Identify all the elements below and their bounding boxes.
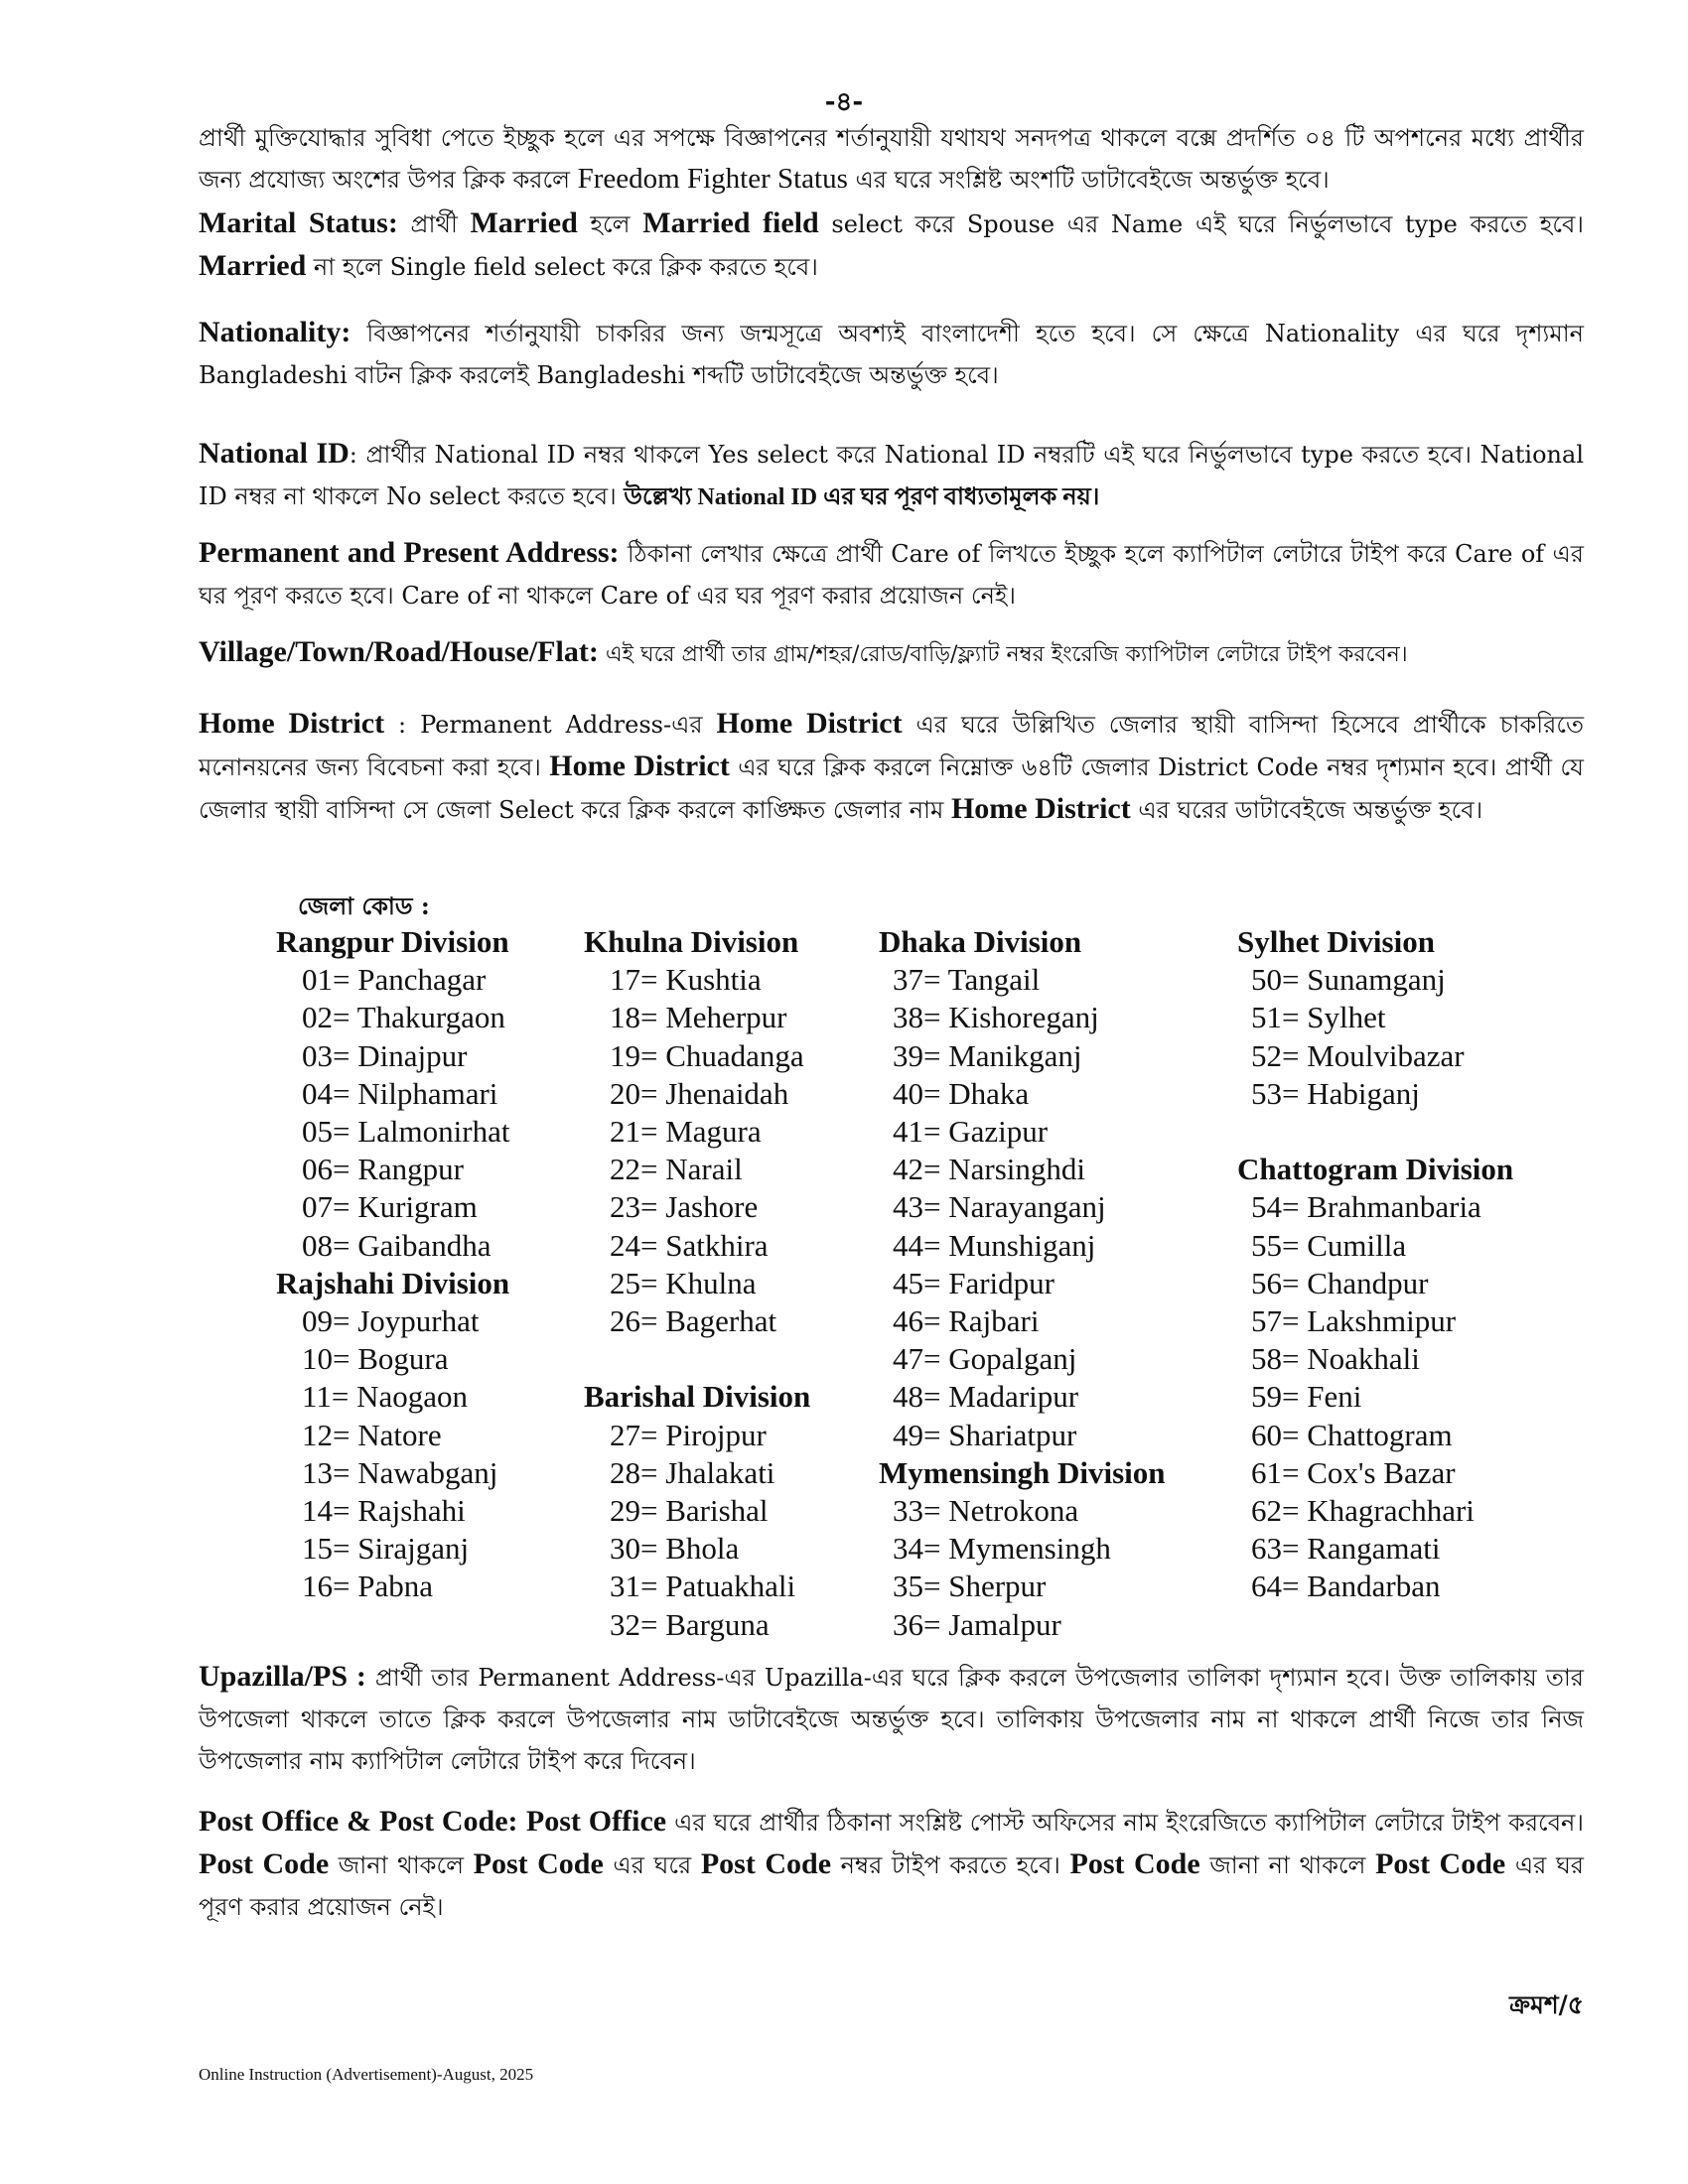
district-item: 08= Gaibandha <box>302 1227 492 1263</box>
district-item: 15= Sirajganj <box>302 1531 470 1567</box>
district-item: 48= Madaripur <box>893 1379 1079 1415</box>
national-id-note: উল্লেখ্য National ID এর ঘর পূরণ বাধ্যতামূলক নয়। <box>624 484 1100 510</box>
post-office-text-4: নম্বর টাইপ করতে হবে। <box>831 1851 1070 1879</box>
ff-text-1: প্রার্থী মুক্তিযোদ্ধার সুবিধা পেতে ইচ্ছুক হলে এর সপক্ষে বিজ্ঞাপনের শর্তানুযায়ী যথাযথ সনদপত্র থাকলে বক্সে প্রদর্শিত ০৪ টি অপশনের মধ্যে প্রার্থীর জন্য প্রযোজ্য অংশের উপর ক্লিক করলে <box>199 124 1584 194</box>
division-heading: Dhaka Division <box>879 924 1082 959</box>
village-paragraph <box>199 631 1584 675</box>
district-item: 09= Joypurhat <box>302 1303 480 1339</box>
post-office-heading: Post Office & Post Code: <box>199 1805 518 1838</box>
address-paragraph <box>199 532 1584 616</box>
marital-status-heading: Marital Status: <box>199 206 398 239</box>
district-item: 10= Bogura <box>302 1341 449 1377</box>
district-item: 56= Chandpur <box>1251 1265 1429 1300</box>
marital-text-1: প্রার্থী <box>397 210 471 238</box>
village-heading: Village/Town/Road/House/Flat: <box>199 635 599 668</box>
district-code-label: জেলা কোড : <box>298 891 430 920</box>
district-item: 17= Kushtia <box>610 962 762 998</box>
national-id-heading: National ID <box>199 437 350 470</box>
district-item: 31= Patuakhali <box>610 1569 796 1604</box>
district-item: 58= Noakhali <box>1251 1341 1420 1377</box>
spacer <box>1237 1113 1513 1151</box>
district-item: 23= Jashore <box>610 1189 759 1225</box>
home-district-heading: Home District <box>199 707 385 740</box>
division-heading: Barishal Division <box>584 1379 811 1415</box>
district-item: 33= Netrokona <box>893 1493 1079 1529</box>
home-district-text-1: : Permanent Address-এর <box>384 711 717 739</box>
district-item: 52= Moulvibazar <box>1251 1037 1465 1073</box>
district-item: 07= Kurigram <box>302 1189 478 1225</box>
district-item: 62= Khagrachhari <box>1251 1493 1475 1529</box>
district-item: 45= Faridpur <box>893 1265 1055 1300</box>
page-number: -৪- <box>824 87 864 117</box>
district-item: 54= Brahmanbaria <box>1251 1189 1481 1225</box>
district-item: 29= Barishal <box>610 1493 769 1529</box>
freedom-fighter-paragraph <box>199 117 1584 201</box>
district-item: 37= Tangail <box>893 962 1041 998</box>
home-district-bold-2: Home District <box>549 750 730 782</box>
home-district-paragraph <box>199 703 1584 831</box>
marital-text-2: হলে <box>577 210 643 238</box>
upazilla-paragraph <box>199 1656 1584 1782</box>
column-khulna-barishal <box>584 923 810 1644</box>
home-district-text-2: এর ঘরে উল্লিখিত জেলার স্থায়ী বাসিন্দা হিসেবে প্রার্থীকে চাকরিতে মনোনয়নের জন্য বিবেচনা করা হবে। <box>199 711 1585 781</box>
district-item: 30= Bhola <box>610 1531 740 1567</box>
district-item: 03= Dinajpur <box>302 1037 468 1073</box>
district-item: 59= Feni <box>1251 1379 1362 1415</box>
district-item: 12= Natore <box>302 1417 442 1452</box>
district-item: 06= Rangpur <box>302 1152 464 1187</box>
division-heading: Mymensingh Division <box>879 1454 1166 1490</box>
column-sylhet-chattogram <box>1237 923 1513 1606</box>
district-item: 60= Chattogram <box>1251 1417 1453 1452</box>
post-office-paragraph <box>199 1801 1584 1928</box>
district-item: 57= Lakshmipur <box>1251 1303 1457 1339</box>
district-item: 53= Habiganj <box>1251 1075 1420 1111</box>
ff-text-2: এর ঘরে সংশ্লিষ্ট অংশটি ডাটাবেইজে অন্তর্ভুক্ত হবে। <box>847 166 1330 194</box>
district-item: 41= Gazipur <box>893 1114 1049 1150</box>
marital-bold-3: Married <box>199 249 307 282</box>
marital-text-4: না হলে Single field select করে ক্লিক করতে হবে। <box>306 253 818 281</box>
district-item: 05= Lalmonirhat <box>302 1114 510 1150</box>
division-heading: Khulna Division <box>584 924 799 959</box>
home-district-text-3: এর ঘরে ক্লিক করলে নিম্নোক্ত ৬৪টি জেলার District Code নম্বর দৃশ্যমান হবে। প্রার্থী যে জেলার স্থায়ী বাসিন্দা সে জেলা Select করে ক্লিক করলে কাঙ্ক্ষিত জেলার নাম <box>199 753 1584 824</box>
district-item: 04= Nilphamari <box>302 1075 498 1111</box>
district-item: 40= Dhaka <box>893 1075 1030 1111</box>
district-item: 34= Mymensingh <box>893 1531 1111 1567</box>
national-id-paragraph <box>199 433 1584 518</box>
upazilla-text: প্রার্থী তার Permanent Address-এর Upazilla-এর ঘরে ক্লিক করলে উপজেলার তালিকা দৃশ্যমান হবে। উক্ত তালিকায় তার উপজেলা থাকলে তাতে ক্লিক করলে উপজেলার নাম ডাটাবেইজে অন্তর্ভুক্ত হবে। তালিকায় উপজেলার নাম না থাকলে প্রার্থী নিজে তার নিজ উপজেলার নাম ক্যাপিটাল লেটারে টাইপ করে দিবেন। <box>199 1664 1584 1775</box>
district-item: 46= Rajbari <box>893 1303 1040 1339</box>
ff-term: Freedom Fighter Status <box>577 163 848 195</box>
district-item: 47= Gopalganj <box>893 1341 1077 1377</box>
marital-bold-2: Married field <box>642 206 819 239</box>
marital-text-3: select করে Spouse এর Name এই ঘরে নির্ভুলভাবে type করতে হবে। <box>818 210 1584 238</box>
district-item: 39= Manikganj <box>893 1037 1082 1073</box>
post-office-text-1: এর ঘরে প্রার্থীর ঠিকানা সংশ্লিষ্ট পোস্ট অফিসের নাম ইংরেজিতে ক্যাপিটাল লেটারে টাইপ করবেন। <box>666 1809 1584 1837</box>
post-code-bold-3: Post Code <box>473 1847 604 1880</box>
district-item: 61= Cox's Bazar <box>1251 1454 1456 1490</box>
district-item: 32= Barguna <box>610 1606 770 1642</box>
upazilla-heading: Upazilla/PS : <box>199 1660 366 1693</box>
post-office-text-5: জানা না থাকলে <box>1199 1851 1376 1879</box>
district-item: 43= Narayanganj <box>893 1189 1106 1225</box>
district-item: 21= Magura <box>610 1114 762 1150</box>
footer-note: Online Instruction (Advertisement)-August, 2025 <box>199 2065 534 2084</box>
post-office-bold-1: Post Office <box>525 1805 667 1838</box>
district-item: 22= Narail <box>610 1152 743 1187</box>
district-item: 16= Pabna <box>302 1569 433 1604</box>
home-district-text-4: এর ঘরের ডাটাবেইজে অন্তর্ভুক্ত হবে। <box>1130 796 1483 824</box>
division-heading: Rangpur Division <box>276 924 509 959</box>
post-code-bold-6: Post Code <box>1375 1847 1506 1880</box>
division-heading: Chattogram Division <box>1237 1152 1514 1187</box>
district-item: 42= Narsinghdi <box>893 1152 1085 1187</box>
district-item: 02= Thakurgaon <box>302 1000 505 1035</box>
district-item: 49= Shariatpur <box>893 1417 1077 1452</box>
district-item: 36= Jamalpur <box>893 1606 1061 1642</box>
district-item: 27= Pirojpur <box>610 1417 767 1452</box>
district-item: 24= Satkhira <box>610 1227 769 1263</box>
column-dhaka-mymensingh <box>879 923 1166 1644</box>
district-item: 20= Jhenaidah <box>610 1075 789 1111</box>
district-item: 51= Sylhet <box>1251 1000 1386 1035</box>
address-heading: Permanent and Present Address: <box>199 536 620 569</box>
home-district-bold-3: Home District <box>950 792 1131 825</box>
continued-marker: ক্রমশ/৫ <box>1509 1990 1584 2019</box>
district-item: 35= Sherpur <box>893 1569 1047 1604</box>
district-item: 01= Panchagar <box>302 962 487 998</box>
district-item: 13= Nawabganj <box>302 1454 498 1490</box>
district-item: 28= Jhalakati <box>610 1454 775 1490</box>
national-id-text: : প্রার্থীর National ID নম্বর থাকলে Yes select করে National ID নম্বরটি এই ঘরে নির্ভুলভাবে type করতে হবে। National ID নম্বর না থাকলে No select করতে হবে। <box>199 441 1584 510</box>
post-code-bold-5: Post Code <box>1069 1847 1200 1880</box>
post-code-bold-2: Post Code <box>199 1847 330 1880</box>
district-item: 64= Bandarban <box>1251 1569 1441 1604</box>
post-office-text-6: এর ঘর পূরণ করার প্রয়োজন নেই। <box>199 1851 1584 1921</box>
post-code-bold-4: Post Code <box>700 1847 832 1880</box>
district-item: 50= Sunamganj <box>1251 962 1446 998</box>
nationality-heading: Nationality: <box>199 316 352 348</box>
spacer <box>584 1340 810 1378</box>
district-item: 38= Kishoreganj <box>893 1000 1099 1035</box>
district-item: 26= Bagerhat <box>610 1303 777 1339</box>
post-office-text-2: জানা থাকলে <box>329 1851 474 1879</box>
village-text: এই ঘরে প্রার্থী তার গ্রাম/শহর/রোড/বাড়ি/ফ্ল্যাট নম্বর ইংরেজি ক্যাপিটাল লেটারে টাইপ করবেন। <box>598 642 1408 667</box>
district-item: 19= Chuadanga <box>610 1037 804 1073</box>
district-item: 63= Rangamati <box>1251 1531 1441 1567</box>
district-item: 14= Rajshahi <box>302 1493 466 1529</box>
district-item: 55= Cumilla <box>1251 1227 1407 1263</box>
district-item: 11= Naogaon <box>302 1379 468 1415</box>
marital-status-paragraph <box>199 203 1584 288</box>
nationality-paragraph <box>199 312 1584 396</box>
home-district-bold-1: Home District <box>716 707 903 740</box>
nationality-text: বিজ্ঞাপনের শর্তানুযায়ী চাকরির জন্য জন্মসূত্রে অবশ্যই বাংলাদেশী হতে হবে। সে ক্ষেত্রে Nationality এর ঘরে দৃশ্যমান Bangladeshi বাটন ক্লিক করলেই Bangladeshi শব্দটি ডাটাবেইজে অন্তর্ভুক্ত হবে। <box>199 320 1584 389</box>
district-item: 18= Meherpur <box>610 1000 787 1035</box>
district-item: 25= Khulna <box>610 1265 757 1300</box>
post-office-text-3: এর ঘরে <box>603 1851 701 1879</box>
address-text: ঠিকানা লেখার ক্ষেত্রে প্রার্থী Care of লিখতে ইচ্ছুক হলে ক্যাপিটাল লেটারে টাইপ করে Care of এর ঘর পূরণ করতে হবে। Care of না থাকলে Care of এর ঘর পূরণ করার প্রয়োজন নেই। <box>199 540 1584 610</box>
column-rangpur-rajshahi <box>276 923 509 1606</box>
district-item: 44= Munshiganj <box>893 1227 1096 1263</box>
division-heading: Rajshahi Division <box>276 1265 510 1300</box>
division-heading: Sylhet Division <box>1237 924 1435 959</box>
marital-bold-1: Married <box>470 206 578 239</box>
